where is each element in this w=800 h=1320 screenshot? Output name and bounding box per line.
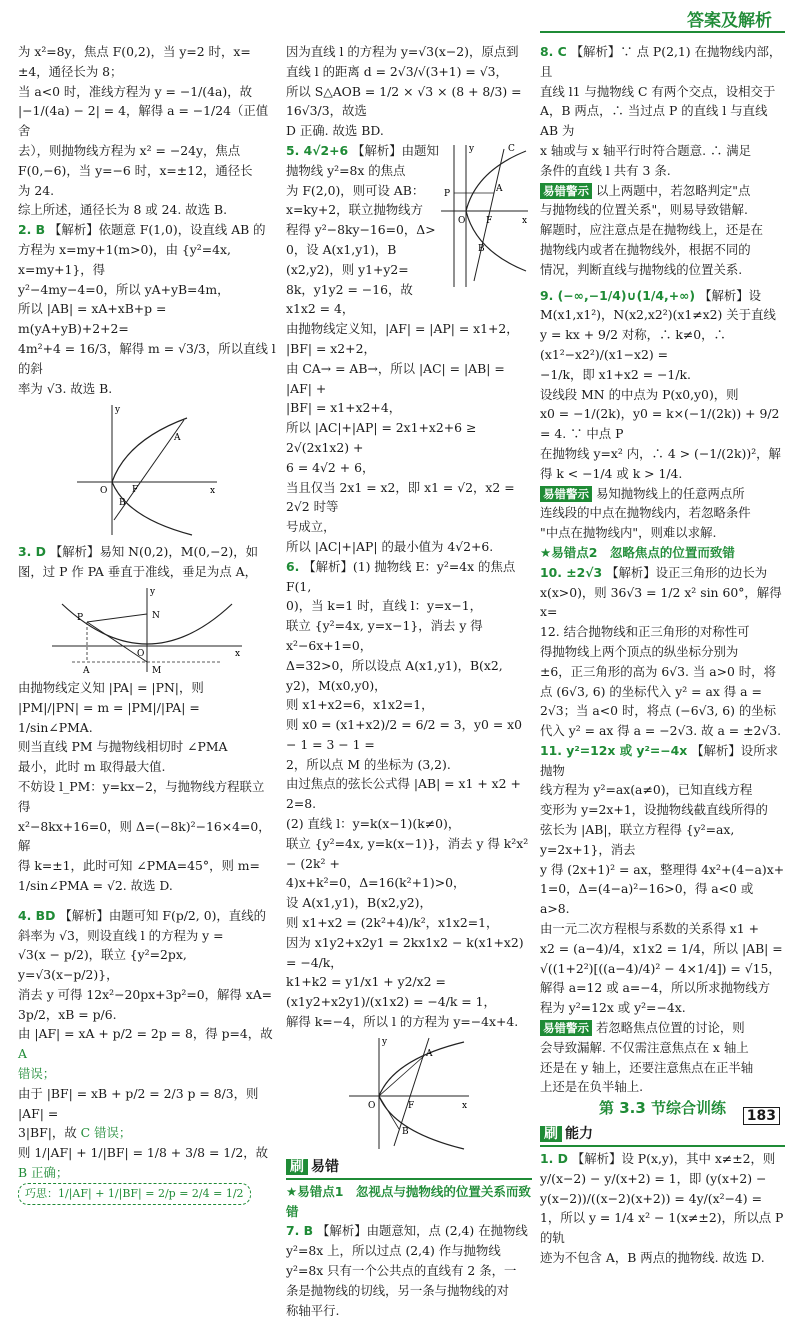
header-rule bbox=[540, 31, 785, 33]
text-line: 0)，当 k=1 时，直线 l：y=x−1， bbox=[286, 598, 483, 614]
svg-text:y: y bbox=[469, 143, 475, 154]
text-line: 联立 {y²=4x, y=k(x−1)}，消去 y 得 k²x² − (2k² + bbox=[286, 835, 529, 871]
column-left bbox=[18, 42, 276, 1205]
text-line: 抛物线 y²=8x 的焦点 bbox=[286, 162, 406, 178]
page-number: 183 bbox=[743, 1107, 780, 1125]
figure-parabola-chord bbox=[72, 400, 222, 540]
text-line: 所以 |AC|+|AP| 的最小值为 4√2+6. bbox=[286, 538, 494, 554]
question-6: 6. 【解析】(1) 抛物线 E：y²=4x 的焦点 F(1, bbox=[286, 558, 516, 594]
text-line: |BF| = x1+x2+4， bbox=[286, 400, 402, 416]
text-line: |BF| = x2+2， bbox=[286, 340, 376, 356]
question-1: 1. D 【解析】设 P(x,y)，其中 x≠±2，则 bbox=[540, 1151, 776, 1167]
text-line: 由过焦点的弦长公式得 |AB| = x1 + x2 + bbox=[286, 776, 521, 792]
svg-text:O: O bbox=[368, 1100, 376, 1111]
svg-text:O: O bbox=[137, 648, 145, 659]
text-line: 则 1/|AF| + 1/|BF| = 1/8 + 3/8 = 1/2，故 B 正确； bbox=[18, 1145, 269, 1181]
section-title: 第 3.3 节综合训练 bbox=[598, 1099, 727, 1118]
tip-line bbox=[18, 1183, 276, 1205]
text-line: 条是抛物线的切线，另一条与抛物线的对 bbox=[286, 1282, 510, 1298]
text-line: ±6，正三角形的高为 6√3. 当 a>0 时，将 bbox=[540, 663, 776, 679]
question-3: 3. D 【解析】易知 N(0,2)，M(0,−2)，如 bbox=[18, 544, 259, 560]
svg-text:F: F bbox=[408, 1100, 415, 1111]
text-line: 综上所述，通径长为 8 或 24. 故选 B. bbox=[18, 202, 228, 218]
page-header-title: 答案及解析 bbox=[687, 11, 772, 31]
text-line: |−1/(4a) − 2| = 4，解得 a = −1/24（正值舍 bbox=[18, 103, 269, 139]
text-line: (2) 直线 l：y=k(x−1)(k≠0)， bbox=[286, 816, 461, 832]
text-line: 抛物线内或者在抛物线外，根据不同的 bbox=[540, 241, 751, 257]
svg-text:O: O bbox=[100, 486, 108, 497]
svg-text:B: B bbox=[402, 1126, 409, 1137]
text-line: 0，设 A(x1,y1)，B bbox=[286, 241, 397, 257]
text-line: 所以 |AB| = xA+xB+p = m(yA+yB)+2+2= bbox=[18, 301, 167, 337]
text-line: 斜率为 √3，则设直线 l 的方程为 y = bbox=[18, 927, 224, 943]
text-line: x1x2 = 4， bbox=[286, 301, 355, 317]
text-line: 不妨设 l_PM：y=kx−2，与抛物线方程联立得 bbox=[18, 778, 265, 814]
option-a-label: A bbox=[18, 1046, 27, 1062]
svg-text:F: F bbox=[132, 485, 139, 496]
text-line: 图，过 P 作 PA 垂直于准线，垂足为点 A， bbox=[18, 564, 257, 580]
warning-tag: 易错警示 bbox=[540, 486, 592, 502]
question-number: 4. BD bbox=[18, 907, 56, 923]
text-line: 点 (6√3, 6) 的坐标代入 y² = ax 得 a = bbox=[540, 683, 762, 699]
warning-2: 易错警示 易知抛物线上的任意两点所 bbox=[540, 484, 785, 504]
section-banner-ability: 刷 能力 bbox=[540, 1123, 785, 1147]
text-line: 消去 y 可得 12x²−20px+3p²=0，解得 xA= bbox=[18, 986, 273, 1002]
text-line: 3|BF|，故 C 错误； bbox=[18, 1125, 132, 1141]
text-line: 由 CA→ = AB→，所以 |AC| = |AB| = |AF| + bbox=[286, 360, 505, 396]
svg-text:y: y bbox=[150, 586, 156, 597]
text-line: 4)x+k²=0，Δ=16(k²+1)>0， bbox=[286, 875, 466, 891]
text-line: 弦长为 |AB|，联立方程得 {y²=ax, y=2x+1}，消去 bbox=[540, 822, 735, 857]
figure-parabola-focus-chord bbox=[436, 141, 532, 291]
question-number: 9. (−∞,−1/4)∪(1/4,+∞) bbox=[540, 287, 696, 303]
text-line: 在抛物线 y=x² 内，∴ 4 > (−1/(2k))²，解 bbox=[540, 445, 781, 461]
question-number: 2. B bbox=[18, 222, 46, 238]
text-line: x2 = (a−4)/4，x1x2 = 1/4，所以 |AB| = bbox=[540, 940, 783, 956]
text-line: 号成立， bbox=[286, 519, 336, 535]
section-banner-errors: 刷 易错 bbox=[286, 1156, 532, 1180]
text-line: 会导致漏解. 不仅需注意焦点在 x 轴上 bbox=[540, 1039, 749, 1055]
text-line: 得抛物线上两个顶点的纵坐标分别为 bbox=[540, 643, 739, 659]
svg-text:O: O bbox=[458, 215, 466, 226]
question-5-block bbox=[286, 141, 532, 319]
svg-text:x: x bbox=[210, 486, 216, 497]
text-line: 因为 x1y2+x2y1 = 2kx1x2 − k(x1+x2) = −4/k， bbox=[286, 934, 524, 970]
warning-3: 易错警示 若忽略焦点位置的讨论，则 bbox=[540, 1018, 785, 1038]
text-line: x0 = −1/(2k)，y0 = k×(−1/(2k)) + 9/2 = 4. ∵ 中点 P bbox=[540, 406, 780, 442]
text-line: √3(x − p/2)，联立 {y²=2px, y=√3(x−p/2)}， bbox=[18, 947, 187, 983]
option-b-label: B 正确； bbox=[18, 1165, 69, 1181]
text-line: 得 k=±1，此时可知 ∠PMA=45°，则 m= bbox=[18, 858, 260, 874]
text-line: 解题时，应注意点是在抛物线上，还是在 bbox=[540, 222, 764, 238]
svg-text:y: y bbox=[382, 1036, 388, 1047]
svg-text:N: N bbox=[152, 610, 160, 621]
text-line: 设线段 MN 的中点为 P(x0,y0)，则 bbox=[540, 386, 739, 402]
text-line: 情况，判断直线与抛物线的位置关系. bbox=[540, 261, 743, 277]
text-line: 由抛物线定义知 |PA| = |PN|，则 bbox=[18, 679, 204, 695]
text-line: 则 x0 = (x1+x2)/2 = 6/2 = 3，y0 = x0 − 1 = 3 − 1 = bbox=[286, 717, 523, 752]
svg-text:B: B bbox=[478, 243, 485, 254]
text-line: 则 x1+x2 = (2k²+4)/k²，x1x2=1， bbox=[286, 915, 499, 931]
svg-text:A: A bbox=[174, 433, 181, 444]
text-line: 线方程为 y²=ax(a≠0)，已知直线方程 bbox=[540, 782, 753, 798]
text-line: 所以 S△AOB = 1/2 × √3 × (8 + 8/3) = 16√3/3，故选 bbox=[286, 83, 522, 119]
text-line: A，B 两点，∴ 当过点 P 的直线 l 与直线 AB 为 bbox=[540, 103, 768, 139]
text-line: 由一元二次方程根与系数的关系得 x1 + bbox=[540, 921, 759, 937]
text-line: y2)，M(x0,y0)， bbox=[286, 677, 387, 693]
svg-text:y: y bbox=[115, 405, 121, 416]
text-line: x=ky+2，联立抛物线方 bbox=[286, 202, 423, 218]
column-right bbox=[540, 42, 785, 1268]
text-line: 还是在 y 轴上，还要注意焦点在正半轴 bbox=[540, 1059, 754, 1075]
text-line: ±4，通径长为 8； bbox=[18, 63, 123, 79]
text-line: 率为 √3. 故选 B. bbox=[18, 380, 113, 396]
question-number: 8. C bbox=[540, 44, 567, 59]
text-line: 为 F(2,0)，则可设 AB： bbox=[286, 182, 425, 198]
text-line: 为 x²=8y，焦点 F(0,2)，当 y=2 时，x= bbox=[18, 44, 251, 59]
option-c-label: C 错误； bbox=[80, 1125, 132, 1141]
svg-text:x: x bbox=[235, 648, 241, 659]
svg-text:P: P bbox=[444, 188, 451, 199]
text-line: 所以 |AC|+|AP| = 2x1+x2+6 ≥ 2√(2x1x2) + bbox=[286, 420, 477, 455]
text-line: 由于 |BF| = xB + p/2 = 2/3 p = 8/3，则 |AF| = bbox=[18, 1085, 259, 1121]
question-11: 11. y²=12x 或 y²=−4x 【解析】设所求抛物 bbox=[540, 742, 778, 778]
text-line: 则 x1+x2=6，x1x2=1， bbox=[286, 697, 434, 713]
text-line: 变形为 y=2x+1，设抛物线截直线所得的 bbox=[540, 802, 768, 818]
text-line: 代入 y² = ax 得 a = −2√3. 故 a = ±2√3. bbox=[540, 723, 782, 739]
text-line: 解得 k=−4，所以 l 的方程为 y=−4x+4. bbox=[286, 1014, 519, 1030]
question-number: 11. y²=12x 或 y²=−4x bbox=[540, 742, 688, 758]
warning-tag: 易错警示 bbox=[540, 1020, 592, 1036]
text-line: 1=0，Δ=(4−a)²−16>0，得 a<0 或 a>8. bbox=[540, 881, 754, 917]
text-line: 2√3；当 a<0 时，将点 (−6√3, 6) 的坐标 bbox=[540, 703, 777, 719]
svg-text:x: x bbox=[462, 1100, 468, 1111]
question-7: 7. B 【解析】由题意知，点 (2,4) 在抛物线 bbox=[286, 1223, 528, 1239]
text-line: 称轴平行. bbox=[286, 1302, 340, 1318]
svg-text:A: A bbox=[496, 183, 503, 194]
error-point-1-heading: ★易错点1 忽视点与抛物线的位置关系而致错 bbox=[286, 1183, 531, 1219]
text-line: 2，所以点 M 的坐标为 (3,2). bbox=[286, 756, 451, 772]
text-line: k1+k2 = y1/x1 + y2/x2 = (x1y2+x2y1)/(x1x2) = −4/k = 1， bbox=[286, 974, 496, 1010]
text-line: 设 A(x1,y1)，B(x2,y2)， bbox=[286, 895, 432, 911]
text-line: 直线 l 的距离 d = 2√3/√(3+1) = √3， bbox=[286, 63, 508, 79]
error-point-2-heading: ★易错点2 忽略焦点的位置而致错 bbox=[540, 544, 735, 560]
question-10: 10. ±2√3 【解析】设正三角形的边长为 bbox=[540, 564, 768, 580]
text-line: 最小，此时 m 取得最大值. bbox=[18, 759, 166, 775]
text-line: 1，所以 y = 1/4 x² − 1(x≠±2)，所以点 P 的轨 bbox=[540, 1210, 784, 1246]
text-line: 由 |AF| = xA + p/2 = 2p = 8，得 p=4，故 A bbox=[18, 1026, 273, 1062]
tip-badge: 巧思：1/|AF| + 1/|BF| = 2/p = 2/4 = 1/2 bbox=[18, 1183, 251, 1205]
question-number: 7. B bbox=[286, 1223, 314, 1239]
text-line: 条件的直线 l 共有 3 条. bbox=[540, 162, 671, 178]
text-line: −1/k，即 x1+x2 = −1/k. bbox=[540, 366, 691, 382]
text-line: M(x1,x1²)，N(x2,x2²)(x1≠x2) 关于直线 bbox=[540, 307, 776, 323]
text-line: Δ=32>0，所以设点 A(x1,y1)，B(x2, bbox=[286, 657, 503, 673]
question-2: 2. B 【解析】依题意 F(1,0)，设直线 AB 的 bbox=[18, 222, 266, 238]
question-number: 6. bbox=[286, 558, 300, 574]
text-line: y²−4my−4=0，所以 yA+yB=4m， bbox=[18, 281, 230, 297]
text-line: x²−8kx+16=0，则 Δ=(−8k)²−16×4=0，解 bbox=[18, 818, 271, 854]
text-line: 去），则抛物线方程为 x² = −24y，焦点 bbox=[18, 142, 241, 158]
question-5: 5. 4√2+6 【解析】由题知 bbox=[286, 142, 439, 158]
svg-text:A: A bbox=[426, 1048, 433, 1059]
text-line: √((1+2²)[((a−4)/4)² − 4×1/4]) = √15， bbox=[540, 960, 781, 976]
figure-parabola-tangent bbox=[47, 584, 247, 676]
text-line: y 得 (2x+1)² = ax，整理得 4x²+(4−a)x+ bbox=[540, 861, 785, 877]
text-line: 由抛物线定义知，|AF| = |AP| = x1+2， bbox=[286, 321, 519, 337]
text-line: 2=8. bbox=[286, 796, 317, 812]
question-number: 1. D bbox=[540, 1151, 568, 1167]
text-line: x(x>0)，则 36√3 = 1/2 x² sin 60°，解得 x= bbox=[540, 584, 782, 620]
svg-text:C: C bbox=[508, 143, 515, 154]
text-line: 方程为 x=my+1(m>0)，由 {y²=4x, x=my+1}，得 bbox=[18, 241, 231, 277]
text-line: y/(x−2) − y/(x+2) = 1，即 (y(x+2) − y(x−2))/((x−2)(x+2)) = 4y/(x²−4) = bbox=[540, 1170, 767, 1206]
text-line: 程为 y²=12x 或 y²=−4x. bbox=[540, 1000, 686, 1016]
text-line: 1/sin∠PMA = √2. 故选 D. bbox=[18, 877, 173, 893]
warning-tag: 易错警示 bbox=[540, 183, 592, 199]
text-line: 错误； bbox=[18, 1066, 56, 1082]
text-line: 联立 {y²=4x, y=x−1}，消去 y 得 x²−6x+1=0， bbox=[286, 618, 483, 653]
text-line: 8k，y1y2 = −16，故 bbox=[286, 281, 413, 297]
column-middle bbox=[286, 42, 532, 1320]
text-line: 4m²+4 = 16/3，解得 m = √3/3，所以直线 l 的斜 bbox=[18, 340, 276, 376]
text-line: 12. 结合抛物线和正三角形的对称性可 bbox=[540, 624, 750, 640]
text-line: 解得 a=12 或 a=−4，所以所求抛物线方 bbox=[540, 980, 771, 996]
question-number: 3. D bbox=[18, 544, 46, 560]
text-line: 当 a<0 时，准线方程为 y = −1/(4a)，故 bbox=[18, 83, 253, 99]
text-line: 则当直线 PM 与抛物线相切时 ∠PMA bbox=[18, 739, 228, 755]
question-number: 5. 4√2+6 bbox=[286, 142, 349, 158]
text-line: 6 = 4√2 + 6， bbox=[286, 459, 375, 475]
text-line: D 正确. 故选 BD. bbox=[286, 123, 384, 139]
svg-text:M: M bbox=[152, 665, 162, 676]
text-line: 得 k < −1/4 或 k > 1/4. bbox=[540, 465, 683, 481]
text-line: 当且仅当 2x1 = x2，即 x1 = √2，x2 = 2√2 时等 bbox=[286, 479, 515, 515]
text-line: "中点在抛物线内"，则难以求解. bbox=[540, 525, 717, 541]
warning-1: 易错警示 以上两题中，若忽略判定"点 bbox=[540, 181, 785, 201]
text-line: y = kx + 9/2 对称，∴ k≠0，∴ (x1²−x2²)/(x1−x2) = bbox=[540, 327, 726, 362]
text-line: 直线 l1 与抛物线 C 有两个交点，设相交于 bbox=[540, 83, 776, 99]
question-8: 8. C 【解析】∵ 点 P(2,1) 在抛物线内部，且 bbox=[540, 44, 782, 79]
svg-text:P: P bbox=[77, 612, 84, 623]
svg-text:F: F bbox=[486, 215, 493, 226]
text-line: 上还是在负半轴上. bbox=[540, 1079, 644, 1095]
text-line: |PM|/|PN| = m = |PM|/|PA| = 1/sin∠PMA. bbox=[18, 699, 200, 735]
figure-parabola-line bbox=[344, 1034, 474, 1152]
svg-text:A: A bbox=[83, 665, 90, 676]
question-4: 4. BD 【解析】由题可知 F(p/2, 0)，直线的 bbox=[18, 907, 266, 923]
svg-text:x: x bbox=[522, 215, 528, 226]
question-9: 9. (−∞,−1/4)∪(1/4,+∞) 【解析】设 bbox=[540, 287, 762, 303]
text-line: x 轴或与 x 轴平行时符合题意. ∴ 满足 bbox=[540, 142, 752, 158]
svg-text:B: B bbox=[119, 498, 126, 509]
text-line: 与抛物线的位置关系"，则易导致错解. bbox=[540, 202, 748, 218]
text-line: 为 24. bbox=[18, 182, 55, 198]
question-number: 10. ±2√3 bbox=[540, 564, 603, 580]
text-line: 程得 y²−8ky−16=0，Δ> bbox=[286, 222, 436, 238]
text-line: 连线段的中点在抛物线内，若忽略条件 bbox=[540, 505, 751, 521]
text-line: 因为直线 l 的方程为 y=√3(x−2)，原点到 bbox=[286, 44, 519, 59]
text-line: (x2,y2)，则 y1+y2= bbox=[286, 261, 409, 277]
text-line: y²=8x 只有一个公共点的直线有 2 条，一 bbox=[286, 1263, 517, 1279]
text-line: 迹为不包含 A，B 两点的抛物线. 故选 D. bbox=[540, 1250, 765, 1266]
text-line: 3p/2，xB = p/6. bbox=[18, 1006, 117, 1022]
text-line: y²=8x 上，所以过点 (2,4) 作与抛物线 bbox=[286, 1243, 501, 1259]
text-line: F(0,−6)，当 y=−6 时，x=±12，通径长 bbox=[18, 162, 253, 178]
